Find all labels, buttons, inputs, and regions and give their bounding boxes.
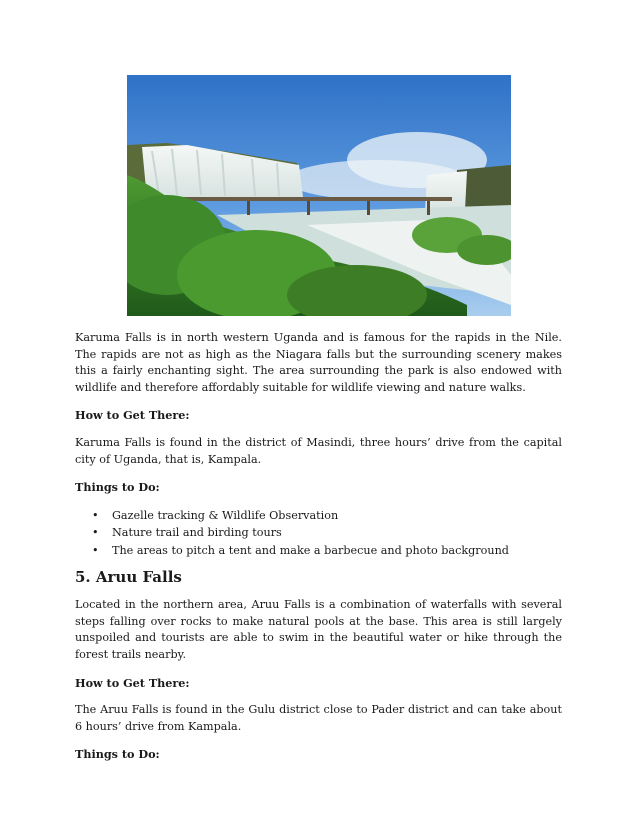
list-item [75,507,562,525]
karuma-how-text: Karuma Falls is found in the district of Masindi, three hours’ drive from the capital city of Uganda, that is, Kampala. [75,435,562,466]
bullet-icon: • [92,543,99,557]
bullet-icon: • [92,508,99,522]
karuma-things-heading: Things to Do: [75,480,160,495]
aruu-intro: Located in the northern area, Aruu Falls is a combination of waterfalls with several steps falling over rocks to make natural pools at the base. This area is still largely unspoiled and tourists are able to swim in the beautiful water or hike through the forest trails nearby. [75,598,562,662]
list-item [75,524,562,542]
list-item-text: Gazelle tracking & Wildlife Observation [112,508,339,522]
aruu-things-heading: Things to Do: [75,747,160,762]
bullet-icon: • [92,526,99,540]
article-body [75,330,562,774]
list-item-text: The areas to pitch a tent and make a barbecue and photo background [112,543,509,557]
aruu-how-text: The Aruu Falls is found in the Gulu district close to Pader district and can take about 6 hours’ drive from Kampala. [75,703,562,733]
aruu-section-title: 5. Aruu Falls [75,568,182,587]
waterfall-photo [127,75,511,316]
karuma-how-heading: How to Get There: [75,408,190,423]
list-item [75,542,562,560]
aruu-how-heading: How to Get There: [75,675,190,690]
waterfall-photo-illustration [127,75,511,316]
karuma-intro: Karuma Falls is in north western Uganda and is famous for the rapids in the Nile. The rapids are not as high as the Niagara falls but the surrounding scenery makes this a fairly enchanting sight. The area surrounding the park is also endowed with wildlife and therefore affordably suitable for wildlife viewing and nature walks. [75,331,562,394]
list-item-text: Nature trail and birding tours [112,526,282,540]
karuma-things-list [75,507,562,560]
